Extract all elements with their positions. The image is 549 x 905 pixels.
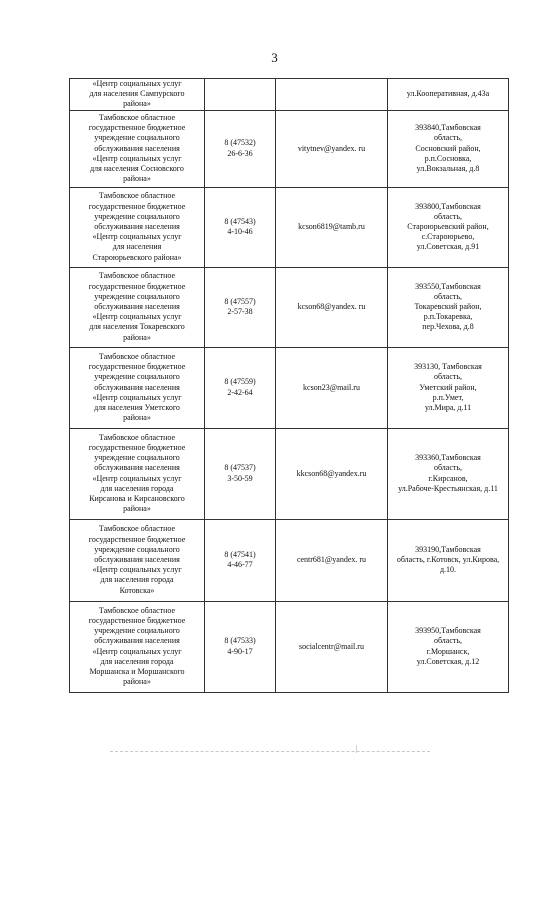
- table-row: [70, 428, 509, 519]
- institution-phone: 8 (47533) 4-90-17: [205, 601, 276, 692]
- institution-name: Тамбовское областное государственное бюджетное учреждение социального обслуживания населения «Центр социальных услуг для населения Староюрьевского района»: [70, 187, 205, 267]
- institution-email: vitytnev@yandex. ru: [276, 110, 388, 187]
- institution-name: Тамбовское областное государственное бюджетное учреждение социального обслуживания населения «Центр социальных услуг для населения города Кирсанова и Кирсановского района»: [70, 428, 205, 519]
- institution-phone: 8 (47559) 2-42-64: [205, 347, 276, 428]
- page-number: 3: [271, 50, 278, 65]
- institution-name: Тамбовское областное государственное бюджетное учреждение социального обслуживания населения «Центр социальных услуг для населения города Моршанска и Моршанского района»: [70, 601, 205, 692]
- institution-address: 393130, Тамбовская область, Уметский район, р.п.Умет, ул.Мира, д.11: [388, 347, 509, 428]
- table-row: [70, 601, 509, 692]
- institution-phone: 8 (47557) 2-57-38: [205, 267, 276, 347]
- institution-address: 393800,Тамбовская область, Староюрьевский район, с.Староюрьево, ул.Советская, д.91: [388, 187, 509, 267]
- institution-email: kkcson68@yandex.ru: [276, 428, 388, 519]
- footer-divider: [110, 751, 430, 752]
- institution-phone: 8 (47537) 3-50-59: [205, 428, 276, 519]
- institution-name: Тамбовское областное государственное бюджетное учреждение социального обслуживания населения «Центр социальных услуг для населения Токаревского района»: [70, 267, 205, 347]
- table-row: [70, 79, 509, 111]
- institution-name: Тамбовское областное государственное бюджетное учреждение социального обслуживания населения «Центр социальных услуг для населения города Котовска»: [70, 519, 205, 601]
- institution-address: 393550,Тамбовская область, Токаревский район, р.п.Токаревка, пер.Чехова, д.8: [388, 267, 509, 347]
- institution-address: 393360,Тамбовская область, г.Кирсанов, ул.Рабоче-Крестьянская, д.11: [388, 428, 509, 519]
- table-row: [70, 267, 509, 347]
- institution-phone: [205, 79, 276, 111]
- institution-email: socialcentr@mail.ru: [276, 601, 388, 692]
- footer-tick-mark: [356, 745, 357, 753]
- institution-email: [276, 79, 388, 111]
- table-row: [70, 347, 509, 428]
- institution-address: 393190,Тамбовская область, г.Котовск, ул.Кирова, д.10.: [388, 519, 509, 601]
- table-row: [70, 110, 509, 187]
- institution-phone: 8 (47543) 4-10-46: [205, 187, 276, 267]
- institution-phone: 8 (47541) 4-46-77: [205, 519, 276, 601]
- institution-email: kcson68@yandex. ru: [276, 267, 388, 347]
- institution-phone: 8 (47532) 26-6-36: [205, 110, 276, 187]
- institution-name: Тамбовское областное государственное бюджетное учреждение социального обслуживания населения «Центр социальных услуг для населения Сосновского района»: [70, 110, 205, 187]
- institutions-table: [69, 78, 509, 693]
- institution-email: kcson23@mail.ru: [276, 347, 388, 428]
- institution-email: centr681@yandex. ru: [276, 519, 388, 601]
- institution-address: 393950,Тамбовская область, г.Моршанск, ул.Советская, д.12: [388, 601, 509, 692]
- institution-address: 393840,Тамбовская область, Сосновский район, р.п.Сосновка, ул.Вокзальная, д.8: [388, 110, 509, 187]
- table-row: [70, 187, 509, 267]
- institution-address: ул.Кооперативная, д.43а: [388, 79, 509, 111]
- institution-name: «Центр социальных услуг для населения Сампурского района»: [70, 79, 205, 111]
- institution-email: kcson6819@tamb.ru: [276, 187, 388, 267]
- table-row: [70, 519, 509, 601]
- institution-name: Тамбовское областное государственное бюджетное учреждение социального обслуживания населения «Центр социальных услуг для населения Уметского района»: [70, 347, 205, 428]
